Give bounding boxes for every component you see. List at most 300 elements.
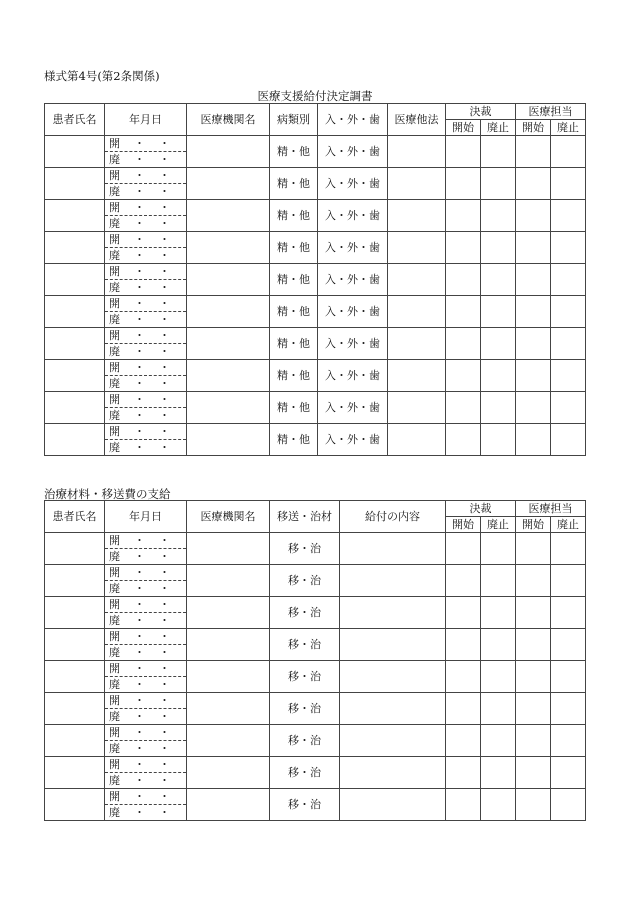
institution-cell[interactable] [187,565,270,597]
staff-abolish-cell[interactable] [551,693,586,725]
decision-abolish-cell[interactable] [481,392,516,424]
decision-start-cell[interactable] [446,629,481,661]
decision-abolish-cell[interactable] [481,565,516,597]
staff-start-cell[interactable] [516,629,551,661]
decision-start-cell[interactable] [446,533,481,565]
content-cell[interactable] [340,565,446,597]
close-date-line[interactable] [105,344,186,359]
transfer-cell[interactable]: 移・治 [270,789,340,821]
close-date-line[interactable] [105,709,186,724]
close-label: 廃 [109,550,120,563]
institution-cell[interactable] [187,424,270,456]
date-cell[interactable] [105,693,187,725]
decision-start-cell[interactable] [446,328,481,360]
patient-name-cell[interactable] [45,392,105,424]
date-dot: ・ [134,265,145,278]
inout-cell[interactable]: 入・外・歯 [318,232,388,264]
close-label: 廃 [109,313,120,326]
close-label: 廃 [109,281,120,294]
table-row [45,200,586,232]
staff-abolish-cell[interactable] [551,392,586,424]
institution-cell[interactable] [187,232,270,264]
decision-start-cell[interactable] [446,360,481,392]
institution-cell[interactable] [187,661,270,693]
close-date-line[interactable] [105,677,186,692]
institution-cell[interactable] [187,296,270,328]
decision-start-cell[interactable] [446,264,481,296]
date-cell[interactable] [105,661,187,693]
close-date-line[interactable] [105,645,186,660]
staff-start-cell[interactable] [516,757,551,789]
staff-abolish-cell[interactable] [551,360,586,392]
date-cell[interactable] [105,136,187,168]
date-cell[interactable] [105,264,187,296]
header-inout: 入・外・歯 [318,104,388,136]
patient-name-cell[interactable] [45,168,105,200]
header-patient-name: 患者氏名 [45,104,105,136]
table-row [45,136,586,168]
header-decision-start: 開始 [446,517,481,533]
staff-abolish-cell[interactable] [551,597,586,629]
table-row [45,693,586,725]
inout-cell[interactable]: 入・外・歯 [318,136,388,168]
staff-abolish-cell[interactable] [551,789,586,821]
open-label: 開 [109,361,120,374]
table-row [45,168,586,200]
date-dot: ・ [134,710,145,723]
institution-cell[interactable] [187,200,270,232]
close-date-line[interactable] [105,581,186,596]
open-date-line[interactable] [105,392,186,408]
institution-cell[interactable] [187,533,270,565]
institution-cell[interactable] [187,136,270,168]
date-dot: ・ [134,297,145,310]
inout-cell[interactable]: 入・外・歯 [318,328,388,360]
table-row [45,392,586,424]
open-label: 開 [109,566,120,579]
open-date-line[interactable] [105,296,186,312]
staff-start-cell[interactable] [516,360,551,392]
decision-start-cell[interactable] [446,789,481,821]
date-dot: ・ [159,662,170,675]
staff-start-cell[interactable] [516,136,551,168]
content-cell[interactable] [340,533,446,565]
staff-start-cell[interactable] [516,232,551,264]
table-row [45,424,586,456]
close-label: 廃 [109,742,120,755]
date-cell[interactable] [105,565,187,597]
open-label: 開 [109,233,120,246]
category-cell[interactable]: 精・他 [270,328,318,360]
staff-abolish-cell[interactable] [551,168,586,200]
decision-abolish-cell[interactable] [481,533,516,565]
inout-cell[interactable]: 入・外・歯 [318,424,388,456]
content-cell[interactable] [340,693,446,725]
close-label: 廃 [109,806,120,819]
staff-start-cell[interactable] [516,424,551,456]
content-cell[interactable] [340,725,446,757]
decision-abolish-cell[interactable] [481,629,516,661]
staff-start-cell[interactable] [516,597,551,629]
date-dot: ・ [134,598,145,611]
date-dot: ・ [134,137,145,150]
date-dot: ・ [159,185,170,198]
open-date-line[interactable] [105,533,186,549]
date-dot: ・ [159,313,170,326]
inout-cell[interactable]: 入・外・歯 [318,200,388,232]
open-label: 開 [109,630,120,643]
date-dot: ・ [134,694,145,707]
patient-name-cell[interactable] [45,533,105,565]
date-dot: ・ [159,726,170,739]
date-cell[interactable] [105,328,187,360]
date-cell[interactable] [105,296,187,328]
transfer-cell[interactable]: 移・治 [270,693,340,725]
decision-abolish-cell[interactable] [481,661,516,693]
staff-start-cell[interactable] [516,296,551,328]
decision-abolish-cell[interactable] [481,757,516,789]
patient-name-cell[interactable] [45,424,105,456]
date-dot: ・ [134,153,145,166]
content-cell[interactable] [340,597,446,629]
close-label: 廃 [109,409,120,422]
table-row [45,296,586,328]
inout-cell[interactable]: 入・外・歯 [318,168,388,200]
decision-start-cell[interactable] [446,565,481,597]
staff-abolish-cell[interactable] [551,136,586,168]
patient-name-cell[interactable] [45,136,105,168]
other-law-cell[interactable] [388,168,446,200]
open-date-line[interactable] [105,661,186,677]
staff-start-cell[interactable] [516,661,551,693]
date-cell[interactable] [105,168,187,200]
institution-cell[interactable] [187,360,270,392]
patient-name-cell[interactable] [45,565,105,597]
close-date-line[interactable] [105,773,186,788]
benefit-decision-table [44,103,586,456]
institution-cell[interactable] [187,629,270,661]
decision-abolish-cell[interactable] [481,232,516,264]
other-law-cell[interactable] [388,424,446,456]
open-label: 開 [109,598,120,611]
staff-abolish-cell[interactable] [551,661,586,693]
patient-name-cell[interactable] [45,693,105,725]
header-staff-start: 開始 [516,120,551,136]
staff-abolish-cell[interactable] [551,328,586,360]
open-date-line[interactable] [105,629,186,645]
staff-abolish-cell[interactable] [551,232,586,264]
decision-start-cell[interactable] [446,168,481,200]
date-dot: ・ [134,566,145,579]
date-cell[interactable] [105,789,187,821]
close-label: 廃 [109,710,120,723]
transfer-cell[interactable]: 移・治 [270,661,340,693]
decision-abolish-cell[interactable] [481,328,516,360]
decision-start-cell[interactable] [446,392,481,424]
institution-cell[interactable] [187,789,270,821]
table-row [45,232,586,264]
inout-cell[interactable]: 入・外・歯 [318,360,388,392]
institution-cell[interactable] [187,725,270,757]
transfer-cell[interactable]: 移・治 [270,533,340,565]
decision-start-cell[interactable] [446,232,481,264]
category-cell[interactable]: 精・他 [270,136,318,168]
decision-start-cell[interactable] [446,136,481,168]
header-category: 病類別 [270,104,318,136]
close-label: 廃 [109,217,120,230]
patient-name-cell[interactable] [45,725,105,757]
open-date-line[interactable] [105,264,186,280]
close-label: 廃 [109,185,120,198]
other-law-cell[interactable] [388,328,446,360]
decision-abolish-cell[interactable] [481,136,516,168]
content-cell[interactable] [340,629,446,661]
decision-abolish-cell[interactable] [481,725,516,757]
open-date-line[interactable] [105,565,186,581]
staff-start-cell[interactable] [516,168,551,200]
close-date-line[interactable] [105,549,186,564]
date-cell[interactable] [105,232,187,264]
transfer-cell[interactable]: 移・治 [270,629,340,661]
category-cell[interactable]: 精・他 [270,360,318,392]
other-law-cell[interactable] [388,232,446,264]
staff-abolish-cell[interactable] [551,629,586,661]
date-dot: ・ [159,425,170,438]
close-label: 廃 [109,678,120,691]
close-date-line[interactable] [105,312,186,327]
patient-name-cell[interactable] [45,296,105,328]
open-label: 開 [109,393,120,406]
table-row [45,533,586,565]
inout-cell[interactable]: 入・外・歯 [318,264,388,296]
decision-start-cell[interactable] [446,725,481,757]
open-date-line[interactable] [105,725,186,741]
staff-start-cell[interactable] [516,565,551,597]
decision-abolish-cell[interactable] [481,264,516,296]
staff-start-cell[interactable] [516,264,551,296]
section1-title: 医療支援給付決定調書 [257,89,373,103]
institution-cell[interactable] [187,392,270,424]
date-cell[interactable] [105,533,187,565]
date-dot: ・ [159,742,170,755]
patient-name-cell[interactable] [45,200,105,232]
decision-abolish-cell[interactable] [481,424,516,456]
patient-name-cell[interactable] [45,661,105,693]
inout-cell[interactable]: 入・外・歯 [318,296,388,328]
institution-cell[interactable] [187,597,270,629]
open-date-line[interactable] [105,136,186,152]
category-cell[interactable]: 精・他 [270,232,318,264]
category-cell[interactable]: 精・他 [270,424,318,456]
patient-name-cell[interactable] [45,789,105,821]
date-cell[interactable] [105,424,187,456]
date-dot: ・ [159,329,170,342]
decision-abolish-cell[interactable] [481,693,516,725]
close-date-line[interactable] [105,440,186,455]
inout-cell[interactable]: 入・外・歯 [318,392,388,424]
patient-name-cell[interactable] [45,360,105,392]
institution-cell[interactable] [187,168,270,200]
close-date-line[interactable] [105,216,186,231]
header-medical-staff: 医療担当 [516,501,586,517]
decision-start-cell[interactable] [446,296,481,328]
content-cell[interactable] [340,661,446,693]
date-dot: ・ [159,153,170,166]
transfer-cell[interactable]: 移・治 [270,725,340,757]
close-date-line[interactable] [105,613,186,628]
staff-start-cell[interactable] [516,789,551,821]
institution-cell[interactable] [187,757,270,789]
header-patient-name: 患者氏名 [45,501,105,533]
content-cell[interactable] [340,789,446,821]
open-date-line[interactable] [105,168,186,184]
header-transfer: 移送・治材 [270,501,340,533]
close-date-line[interactable] [105,152,186,167]
date-dot: ・ [134,662,145,675]
staff-abolish-cell[interactable] [551,264,586,296]
staff-abolish-cell[interactable] [551,757,586,789]
staff-start-cell[interactable] [516,693,551,725]
close-label: 廃 [109,345,120,358]
other-law-cell[interactable] [388,136,446,168]
date-dot: ・ [134,201,145,214]
close-date-line[interactable] [105,805,186,820]
date-cell[interactable] [105,200,187,232]
category-cell[interactable]: 精・他 [270,264,318,296]
patient-name-cell[interactable] [45,328,105,360]
decision-start-cell[interactable] [446,661,481,693]
date-cell[interactable] [105,725,187,757]
table-row [45,360,586,392]
content-cell[interactable] [340,757,446,789]
patient-name-cell[interactable] [45,597,105,629]
date-dot: ・ [134,361,145,374]
institution-cell[interactable] [187,264,270,296]
staff-start-cell[interactable] [516,200,551,232]
patient-name-cell[interactable] [45,232,105,264]
date-dot: ・ [134,678,145,691]
category-cell[interactable]: 精・他 [270,168,318,200]
open-label: 開 [109,694,120,707]
staff-start-cell[interactable] [516,533,551,565]
institution-cell[interactable] [187,328,270,360]
open-date-line[interactable] [105,597,186,613]
decision-start-cell[interactable] [446,757,481,789]
other-law-cell[interactable] [388,296,446,328]
table-row [45,597,586,629]
open-date-line[interactable] [105,424,186,440]
date-dot: ・ [159,630,170,643]
date-dot: ・ [134,217,145,230]
staff-start-cell[interactable] [516,725,551,757]
close-label: 廃 [109,153,120,166]
patient-name-cell[interactable] [45,757,105,789]
date-dot: ・ [134,550,145,563]
table-row [45,629,586,661]
date-dot: ・ [134,249,145,262]
header-institution: 医療機関名 [187,104,270,136]
staff-abolish-cell[interactable] [551,424,586,456]
date-dot: ・ [159,441,170,454]
date-cell[interactable] [105,757,187,789]
date-cell[interactable] [105,360,187,392]
close-label: 廃 [109,614,120,627]
close-date-line[interactable] [105,741,186,756]
staff-abolish-cell[interactable] [551,200,586,232]
close-date-line[interactable] [105,280,186,295]
decision-abolish-cell[interactable] [481,360,516,392]
date-dot: ・ [159,169,170,182]
decision-abolish-cell[interactable] [481,200,516,232]
other-law-cell[interactable] [388,200,446,232]
transfer-cell[interactable]: 移・治 [270,757,340,789]
decision-abolish-cell[interactable] [481,789,516,821]
decision-start-cell[interactable] [446,424,481,456]
staff-abolish-cell[interactable] [551,565,586,597]
header-decision-abolish: 廃止 [481,120,516,136]
open-date-line[interactable] [105,789,186,805]
date-cell[interactable] [105,629,187,661]
decision-abolish-cell[interactable] [481,168,516,200]
open-date-line[interactable] [105,757,186,773]
staff-abolish-cell[interactable] [551,725,586,757]
decision-abolish-cell[interactable] [481,597,516,629]
patient-name-cell[interactable] [45,629,105,661]
date-dot: ・ [159,393,170,406]
close-date-line[interactable] [105,184,186,199]
date-dot: ・ [159,582,170,595]
date-dot: ・ [159,377,170,390]
close-date-line[interactable] [105,376,186,391]
open-label: 開 [109,662,120,675]
open-label: 開 [109,726,120,739]
decision-abolish-cell[interactable] [481,296,516,328]
open-date-line[interactable] [105,328,186,344]
patient-name-cell[interactable] [45,264,105,296]
institution-cell[interactable] [187,693,270,725]
staff-start-cell[interactable] [516,328,551,360]
date-dot: ・ [159,217,170,230]
open-date-line[interactable] [105,693,186,709]
header-decision-abolish: 廃止 [481,517,516,533]
other-law-cell[interactable] [388,360,446,392]
close-label: 廃 [109,774,120,787]
close-date-line[interactable] [105,408,186,423]
decision-start-cell[interactable] [446,200,481,232]
date-cell[interactable] [105,392,187,424]
staff-abolish-cell[interactable] [551,533,586,565]
date-cell[interactable] [105,597,187,629]
open-date-line[interactable] [105,360,186,376]
other-law-cell[interactable] [388,392,446,424]
category-cell[interactable]: 精・他 [270,200,318,232]
open-date-line[interactable] [105,232,186,248]
transfer-cell[interactable]: 移・治 [270,597,340,629]
open-date-line[interactable] [105,200,186,216]
decision-start-cell[interactable] [446,597,481,629]
date-dot: ・ [159,790,170,803]
category-cell[interactable]: 精・他 [270,296,318,328]
staff-abolish-cell[interactable] [551,296,586,328]
close-date-line[interactable] [105,248,186,263]
form-number: 様式第4号(第2条関係) [44,69,160,83]
other-law-cell[interactable] [388,264,446,296]
decision-start-cell[interactable] [446,693,481,725]
date-dot: ・ [159,598,170,611]
category-cell[interactable]: 精・他 [270,392,318,424]
staff-start-cell[interactable] [516,392,551,424]
transfer-cell[interactable]: 移・治 [270,565,340,597]
